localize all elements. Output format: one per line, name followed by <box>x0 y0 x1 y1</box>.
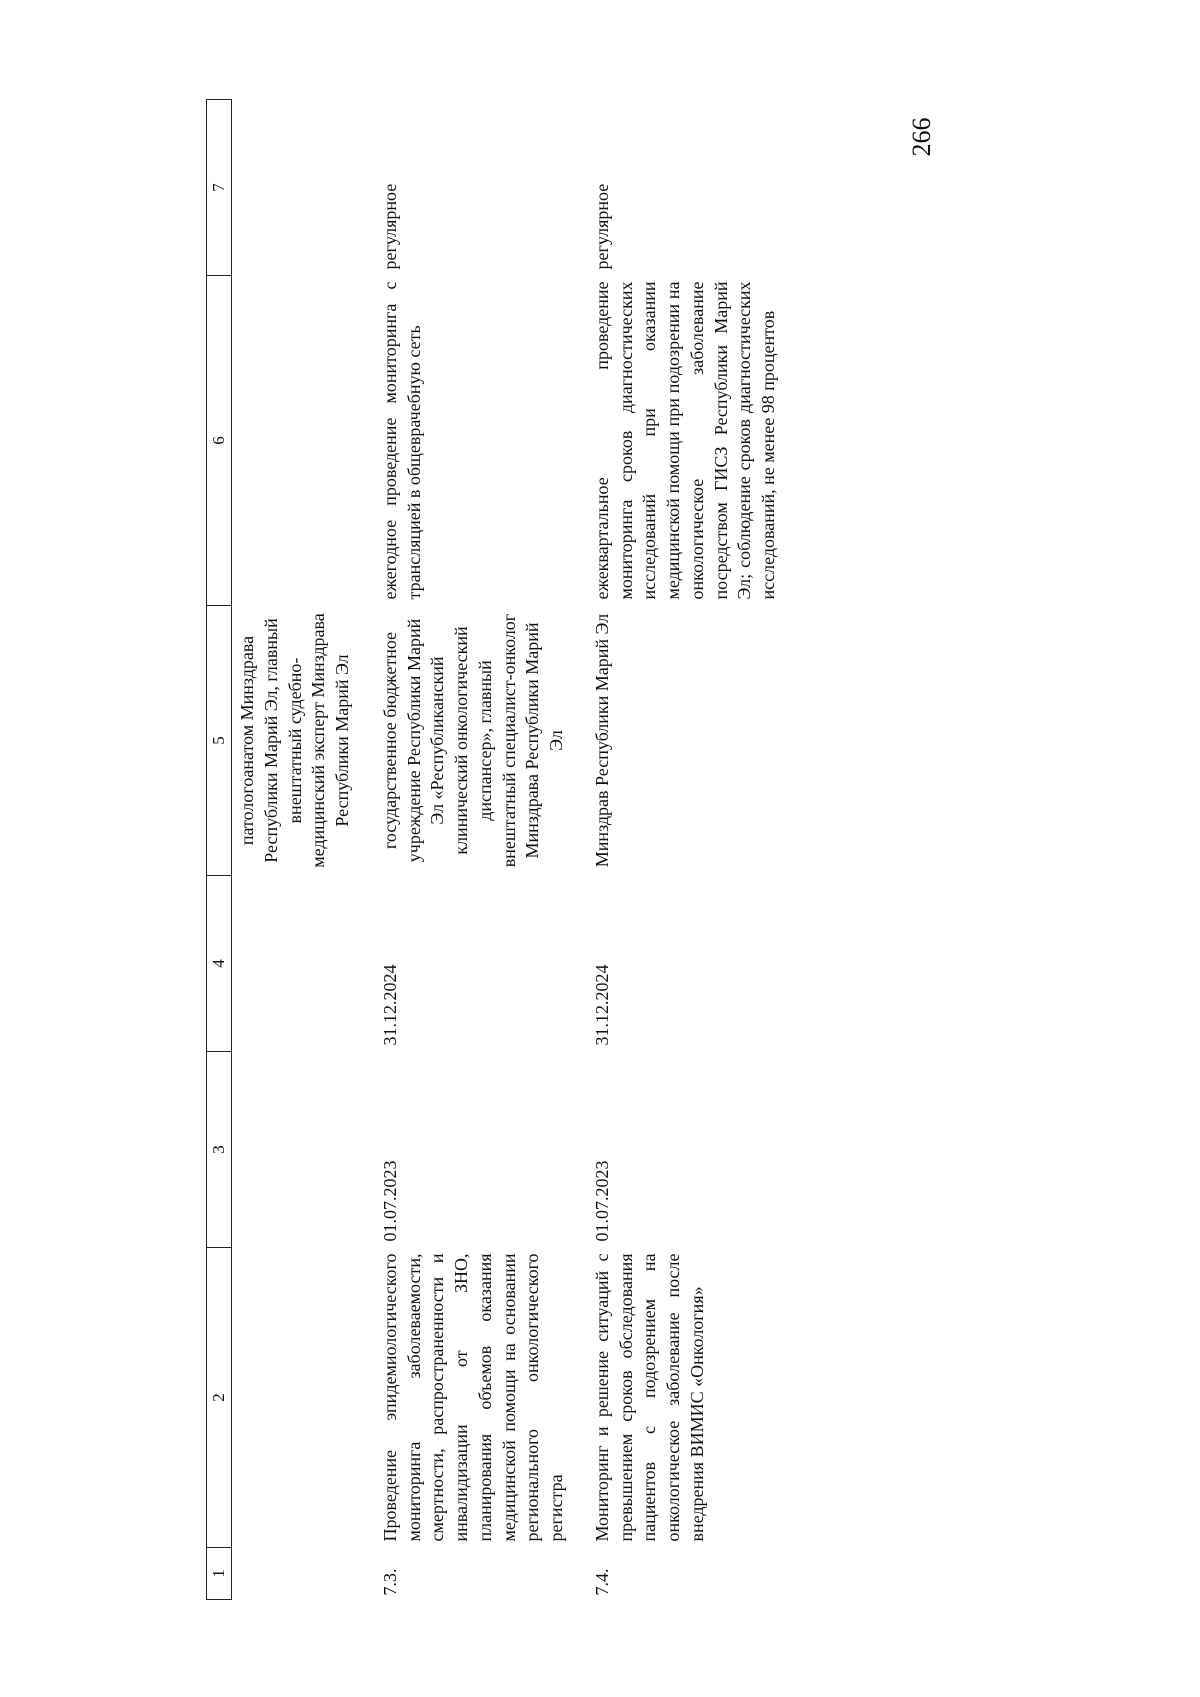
header-col-4: 4 <box>207 876 232 1052</box>
responsible-cell: Минздрав Республики Марий Эл <box>591 613 612 868</box>
header-col-6: 6 <box>207 276 232 606</box>
table-header <box>207 100 232 1600</box>
result-cell: ежегодное проведение мониторинга с трансляцией в общеврачебную сеть <box>379 281 424 600</box>
responsible-cell: государственное бюджетное учреждение Республики Марий Эл «Республиканский клинический онкологический диспансер», главный внештатный специалист-онколог Минздрава Республики Марий Эл <box>379 613 566 868</box>
row-number: 7.3. <box>379 1568 400 1596</box>
table-row-continuation <box>232 100 369 1600</box>
header-col-7: 7 <box>207 100 232 276</box>
end-date: 31.12.2024 <box>591 964 612 1046</box>
table-row <box>369 100 583 1600</box>
periodicity-cell: регулярное <box>379 183 400 270</box>
responsible-cell: патологоанатом Минздрава Республики Марий Эл, главный внештатный судебно-медицинский эксперт Минздрава Республики Марий Эл <box>237 613 352 868</box>
activity-title: Проведение эпидемиологического мониторинга заболеваемости, смертности, распространенности и инвалидизации от ЗНО, планирования объемов оказания медицинской помощи на основании регионального онкологического регистра <box>379 1253 566 1542</box>
header-col-5: 5 <box>207 606 232 876</box>
header-col-2: 2 <box>207 1248 232 1548</box>
rotated-table-container <box>206 100 886 1600</box>
table-row <box>583 100 791 1600</box>
activity-title: Мониторинг и решение ситуаций с превышением сроков обследования пациентов с подозрением на онкологическое заболевание после внедрения ВИМИС «Онкология» <box>591 1253 707 1542</box>
header-col-1: 1 <box>207 1548 232 1600</box>
start-date: 01.07.2023 <box>591 1160 612 1242</box>
result-cell: ежеквартальное проведение мониторинга сроков диагностических исследований при оказании медицинской помощи при подозрении на онкологическое заболевание посредством ГИСЗ Республики Марий Эл; соблюдение сроков диагностических исследований, не менее 98 процентов <box>591 281 778 600</box>
page-number: 266 <box>907 117 936 157</box>
plan-table <box>206 99 791 1600</box>
start-date: 01.07.2023 <box>379 1160 400 1242</box>
periodicity-cell: регулярное <box>591 183 612 270</box>
end-date: 31.12.2024 <box>379 964 400 1046</box>
header-col-3: 3 <box>207 1052 232 1248</box>
row-number: 7.4. <box>591 1568 612 1596</box>
